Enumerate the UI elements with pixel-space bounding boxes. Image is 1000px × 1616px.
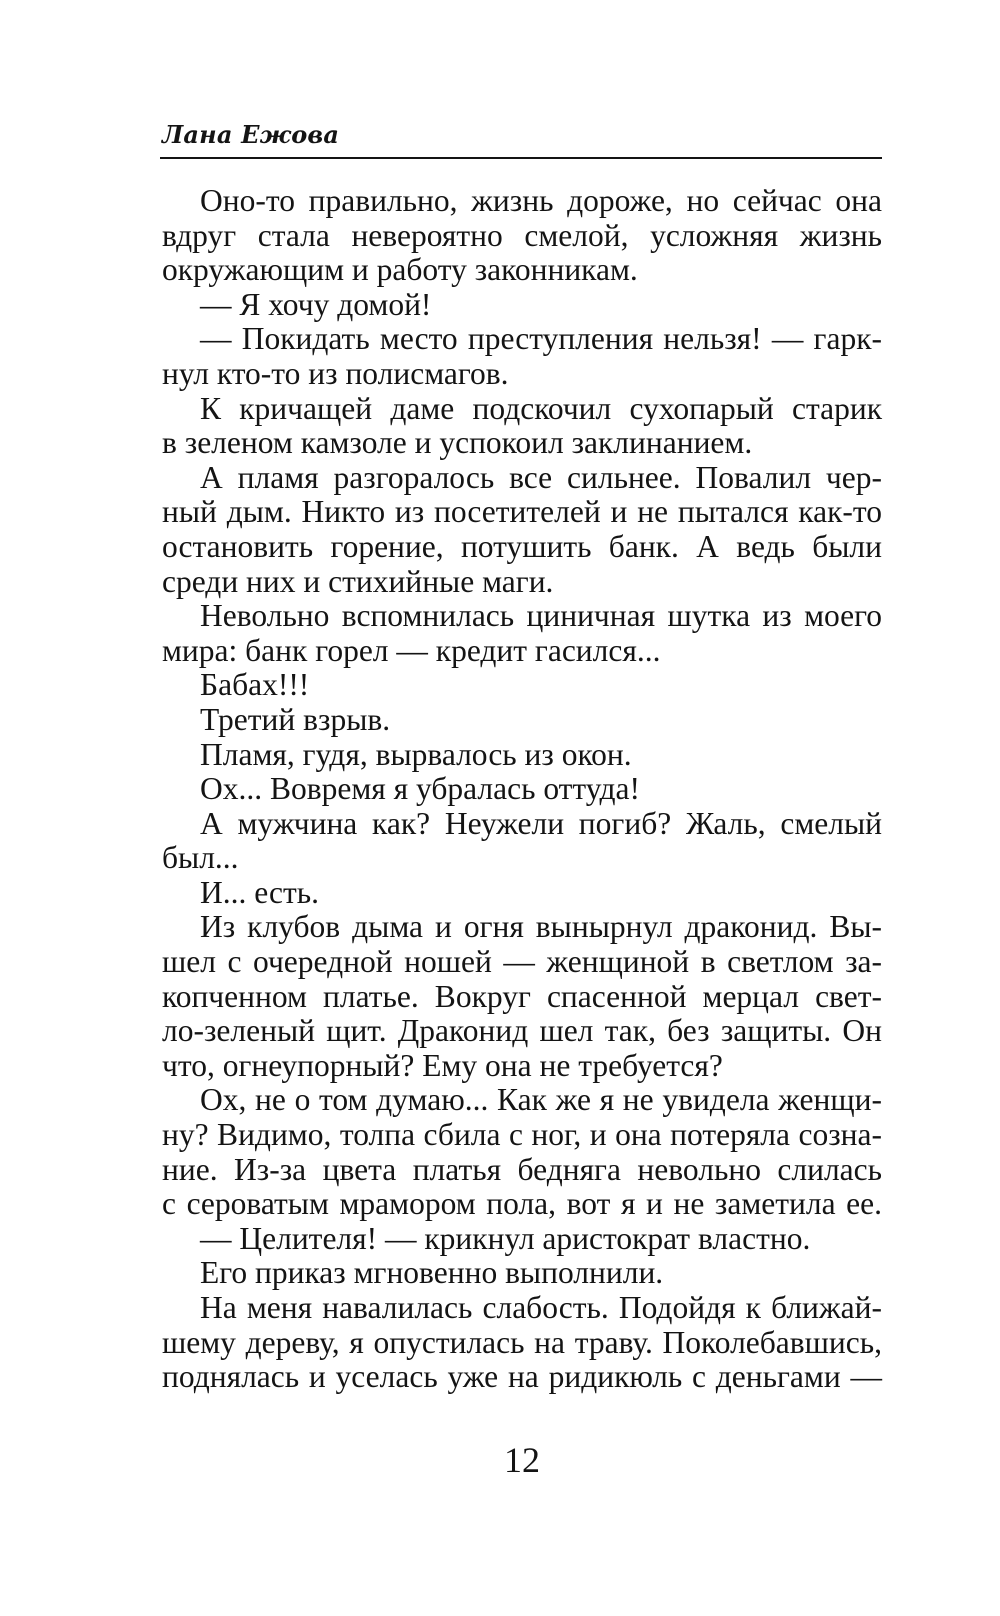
text-line: — Покидать место преступления нельзя! — гарк- [200, 321, 882, 357]
text-line: — Я хочу домой! [200, 286, 432, 322]
text-line: вдруг стала невероятно смелой, усложняя жизнь [162, 217, 882, 253]
text-line: — Целителя! — крикнул аристократ властно. [200, 1220, 811, 1256]
text-line: А пламя разгоралось все сильнее. Повалил чер- [200, 459, 882, 495]
text-line: копченном платье. Вокруг спасенной мерцал свет- [162, 978, 882, 1014]
text-line: был... [162, 840, 239, 876]
text-line: А мужчина как? Неужели погиб? Жаль, смелый [200, 805, 882, 841]
text-line: Ох, не о том думаю... Как же я не увидела женщи- [200, 1082, 882, 1118]
text-line: Третий взрыв. [200, 701, 391, 737]
text-line: Бабах!!! [200, 667, 310, 703]
text-line: с сероватым мрамором пола, вот я и не заметила ее. [162, 1186, 882, 1222]
text-line: мира: банк горел — кредит гасился... [162, 632, 661, 668]
text-line: шел с очередной ношей — женщиной в светлом за- [162, 944, 882, 980]
text-line: К кричащей даме подскочил сухопарый старик [200, 390, 882, 426]
text-line: ну? Видимо, толпа сбила с ног, и она потеряла созна- [162, 1117, 882, 1153]
text-line: ние. Из-за цвета платья бедняга невольно слилась [162, 1151, 882, 1187]
text-line: Ох... Вовремя я убралась оттуда! [200, 771, 641, 807]
text-line: И... есть. [200, 874, 320, 910]
text-line: нул кто-то из полисмагов. [162, 355, 509, 391]
text-line: Оно-то правильно, жизнь дороже, но сейчас она [200, 183, 882, 218]
text-line: Его приказ мгновенно выполнили. [200, 1255, 664, 1291]
text-line: Пламя, гудя, вырвалось из окон. [200, 736, 632, 772]
running-head-author: Лана Ежова [162, 120, 340, 149]
page-number: 12 [504, 1440, 540, 1480]
text-line: остановить горение, потушить банк. А ведь были [162, 528, 882, 564]
text-line: в зеленом камзоле и успокоил заклинанием. [162, 425, 753, 461]
text-line: что, огнеупорный? Ему она не требуется? [162, 1047, 723, 1083]
text-line: среди них и стихийные маги. [162, 563, 554, 599]
text-line: поднялась и уселась уже на ридикюль с деньгами — [162, 1359, 882, 1395]
body-text [162, 184, 882, 1395]
text-line: Невольно вспомнилась циничная шутка из моего [200, 598, 882, 634]
text-line: ло-зеленый щит. Драконид шел так, без защиты. Он [162, 1013, 882, 1049]
text-line: Из клубов дыма и огня вынырнул драконид. Вы- [200, 909, 882, 945]
text-line: На меня навалилась слабость. Подойдя к ближай- [200, 1290, 882, 1325]
text-line: окружающим и работу законникам. [162, 252, 638, 288]
header-rule [160, 157, 882, 159]
text-line: шему дереву, я опустилась на траву. Поколебавшись, [162, 1324, 882, 1360]
text-line: ный дым. Никто из посетителей и не пытался как-то [162, 494, 882, 530]
